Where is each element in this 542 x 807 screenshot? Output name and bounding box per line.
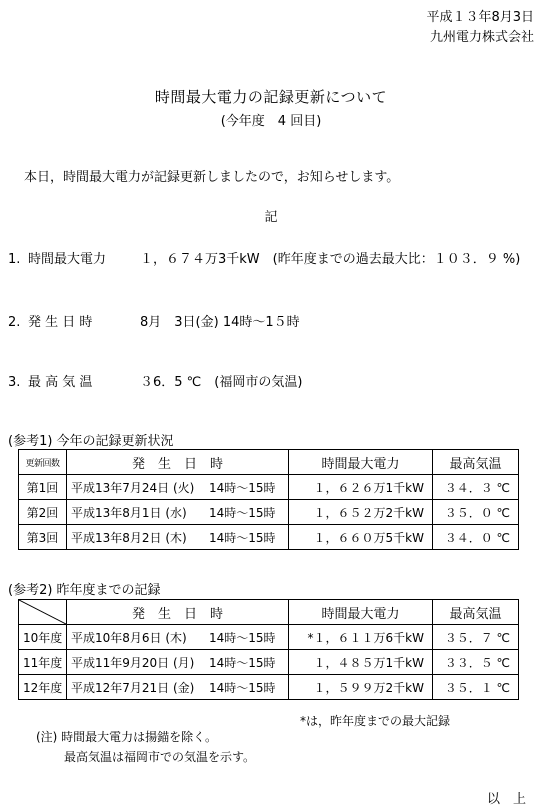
row-temp: ３５．０ ℃ bbox=[433, 500, 519, 525]
header-update-count: 更新回数 bbox=[19, 450, 67, 475]
note-line-1: (注) 時間最大電力は揚錨を除く。 bbox=[36, 730, 217, 744]
row-date: 平成10年8月6日 (木) bbox=[71, 630, 187, 645]
title-block bbox=[0, 86, 542, 129]
ref2-table bbox=[18, 599, 519, 700]
row-label: 第1回 bbox=[19, 475, 67, 500]
table-header-row bbox=[19, 600, 519, 625]
row-power: *１，６１１万6千kW bbox=[289, 625, 433, 650]
row-datetime bbox=[67, 500, 289, 525]
document-date: 平成１３年8月3日 bbox=[426, 10, 534, 25]
header-max-power: 時間最大電力 bbox=[289, 600, 433, 625]
row-label: 第2回 bbox=[19, 500, 67, 525]
row-time: 14時～15時 bbox=[209, 480, 276, 495]
row-temp: ３３．５ ℃ bbox=[433, 650, 519, 675]
document-title: 時間最大電力の記録更新について bbox=[154, 88, 388, 106]
row-power: １，６６０万5千kW bbox=[289, 525, 433, 550]
row-time: 14時～15時 bbox=[209, 505, 276, 520]
row-temp: ３４．０ ℃ bbox=[433, 525, 519, 550]
note-line-2: 最高気温は福岡市での気温を示す。 bbox=[64, 750, 256, 764]
row-date: 平成13年8月2日 (木) bbox=[71, 530, 187, 545]
row-datetime bbox=[67, 475, 289, 500]
header-max-temp: 最高気温 bbox=[433, 450, 519, 475]
item-max-power bbox=[8, 248, 520, 267]
row-temp: ３４．３ ℃ bbox=[433, 475, 519, 500]
item-max-temperature bbox=[8, 371, 302, 390]
row-datetime bbox=[67, 675, 289, 700]
table-header-row bbox=[19, 450, 519, 475]
ref2-title: (参考2) 昨年度までの記録 bbox=[8, 583, 161, 598]
item-label: 時間最大電力 bbox=[28, 252, 107, 267]
header-datetime: 発 生 日 時 bbox=[67, 600, 289, 625]
row-date: 平成13年7月24日 (火) bbox=[71, 480, 195, 495]
item-label: 発 生 日 時 bbox=[28, 315, 93, 330]
row-datetime bbox=[67, 650, 289, 675]
table-row bbox=[19, 650, 519, 675]
row-temp: ３５．１ ℃ bbox=[433, 675, 519, 700]
row-power: １，４８５万1千kW bbox=[289, 650, 433, 675]
item-number: 1. bbox=[8, 252, 21, 267]
company-name: 九州電力株式会社 bbox=[429, 30, 534, 45]
row-time: 14時～15時 bbox=[209, 530, 276, 545]
header-datetime: 発 生 日 時 bbox=[67, 450, 289, 475]
row-time: 14時～15時 bbox=[209, 680, 276, 695]
row-date: 平成13年8月1日 (水) bbox=[71, 505, 187, 520]
row-label: 12年度 bbox=[19, 675, 67, 700]
table-row bbox=[19, 525, 519, 550]
item-value: ３6．5 ℃ (福岡市の気温) bbox=[140, 375, 303, 390]
table-row bbox=[19, 675, 519, 700]
document-subtitle: (今年度 4 回目) bbox=[220, 114, 322, 129]
row-datetime bbox=[67, 625, 289, 650]
item-value: １，６７４万3千kW (昨年度までの過去最大比：１０３．９ %) bbox=[140, 252, 521, 267]
ref1-title: (参考1) 今年の記録更新状況 bbox=[8, 434, 174, 449]
diagonal-line bbox=[19, 600, 66, 624]
table-row bbox=[19, 475, 519, 500]
row-temp: ３５．７ ℃ bbox=[433, 625, 519, 650]
row-label: 11年度 bbox=[19, 650, 67, 675]
ki-heading: 記 bbox=[264, 210, 278, 225]
item-value: 8月 3日(金) 14時～1５時 bbox=[140, 315, 300, 330]
record-footnote: *は，昨年度までの最大記録 bbox=[299, 714, 450, 728]
row-date: 平成12年7月21日 (金) bbox=[71, 680, 195, 695]
row-label: 10年度 bbox=[19, 625, 67, 650]
ref1-table bbox=[18, 449, 519, 550]
item-number: 2. bbox=[8, 315, 21, 330]
row-power: １，５９９万2千kW bbox=[289, 675, 433, 700]
header-max-power: 時間最大電力 bbox=[289, 450, 433, 475]
table-row bbox=[19, 625, 519, 650]
item-number: 3. bbox=[8, 375, 21, 390]
row-power: １，６５２万2千kW bbox=[289, 500, 433, 525]
intro-text: 本日，時間最大電力が記録更新しましたので，お知らせします。 bbox=[24, 170, 400, 185]
row-datetime bbox=[67, 525, 289, 550]
closing-text: 以 上 bbox=[486, 792, 526, 807]
row-time: 14時～15時 bbox=[209, 630, 276, 645]
row-label: 第3回 bbox=[19, 525, 67, 550]
row-time: 14時～15時 bbox=[209, 655, 276, 670]
item-occurrence-datetime bbox=[8, 311, 300, 330]
header-max-temp: 最高気温 bbox=[433, 600, 519, 625]
diagonal-header-cell bbox=[19, 600, 67, 625]
item-label: 最 高 気 温 bbox=[28, 375, 93, 390]
row-date: 平成11年9月20日 (月) bbox=[71, 655, 195, 670]
table-row bbox=[19, 500, 519, 525]
row-power: １，６２６万1千kW bbox=[289, 475, 433, 500]
